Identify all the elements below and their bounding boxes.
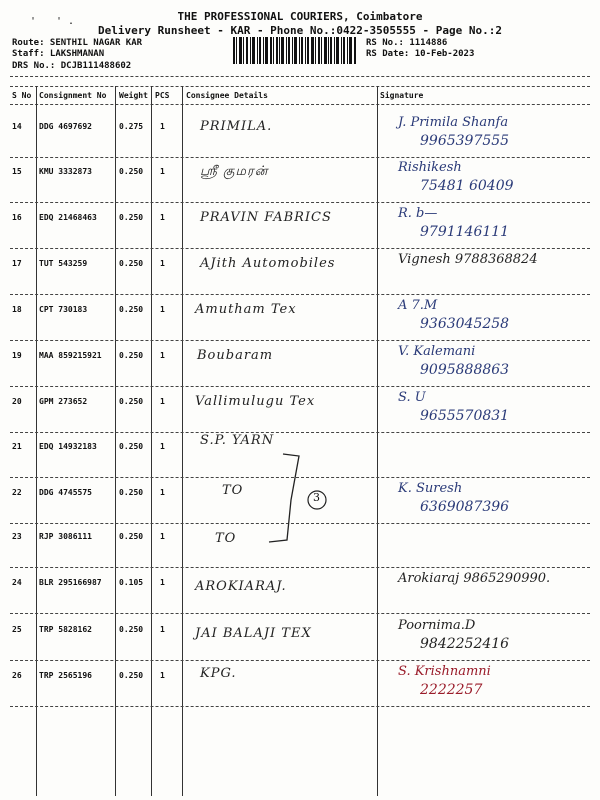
weight-value: 0.250 <box>119 259 144 268</box>
column-header-consignee: Consignee Details <box>186 91 268 100</box>
consignment-number: EDQ 14932183 <box>39 442 97 451</box>
pcs-value: 1 <box>160 488 165 497</box>
divider <box>10 104 590 105</box>
row-divider <box>10 432 590 433</box>
consignment-number: EDQ 21468463 <box>39 213 97 222</box>
consignment-number: TRP 5828162 <box>39 625 92 634</box>
consignee-name: AJith Automobiles <box>200 256 336 271</box>
row-divider <box>10 386 590 387</box>
row-sno: 19 <box>12 351 22 360</box>
pcs-value: 1 <box>160 122 165 131</box>
weight-value: 0.250 <box>119 488 144 497</box>
row-divider <box>10 294 590 295</box>
runsheet-title: THE PROFESSIONAL COURIERS, Coimbatore <box>177 10 423 23</box>
consignee-name: Amutham Tex <box>195 302 297 317</box>
consignment-number: CPT 730183 <box>39 305 88 314</box>
row-sno: 24 <box>12 578 22 587</box>
consignment-number: GPM 273652 <box>39 397 88 406</box>
pcs-value: 1 <box>160 578 165 587</box>
consignee-name: KPG. <box>200 666 237 681</box>
signature-phone: 9965397555 <box>420 133 510 149</box>
weight-value: 0.275 <box>119 122 144 131</box>
signature-name: R. b— <box>398 206 438 221</box>
weight-value: 0.250 <box>119 213 144 222</box>
consignment-number: KMU 3332873 <box>39 167 92 176</box>
rs-date: RS Date: 10-Feb-2023 <box>366 49 475 59</box>
row-sno: 15 <box>12 167 22 176</box>
divider <box>10 86 590 87</box>
divider <box>10 76 590 77</box>
consignment-number: TUT 543259 <box>39 259 88 268</box>
bracket-count: 3 <box>313 491 320 504</box>
column-divider <box>182 86 183 796</box>
consignee-name: Vallimulugu Tex <box>195 394 316 409</box>
signature-name: V. Kalemani <box>398 344 476 359</box>
pcs-value: 1 <box>160 671 165 680</box>
pcs-value: 1 <box>160 305 165 314</box>
weight-value: 0.105 <box>119 578 144 587</box>
consignee-name: TO <box>215 531 237 546</box>
pcs-value: 1 <box>160 397 165 406</box>
column-header-sno: S No <box>12 91 32 100</box>
signature-name: J. Primila Shanfa <box>398 115 509 130</box>
barcode-icon <box>233 37 356 64</box>
row-divider <box>10 202 590 203</box>
consignee-name: Boubaram <box>197 348 274 363</box>
weight-value: 0.250 <box>119 532 144 541</box>
row-sno: 22 <box>12 488 22 497</box>
column-divider <box>36 86 37 796</box>
stray-mark: ' . <box>56 16 75 27</box>
row-sno: 18 <box>12 305 22 314</box>
weight-value: 0.250 <box>119 397 144 406</box>
weight-value: 0.250 <box>119 442 144 451</box>
signature-phone: 9095888863 <box>420 362 510 378</box>
consignment-number: TRP 2565196 <box>39 671 92 680</box>
column-divider <box>151 86 152 796</box>
pcs-value: 1 <box>160 442 165 451</box>
consignment-number: DDG 4745575 <box>39 488 92 497</box>
column-divider <box>115 86 116 796</box>
consignee-name: JAI BALAJI TEX <box>195 626 312 641</box>
pcs-value: 1 <box>160 351 165 360</box>
row-divider <box>10 706 590 707</box>
signature-phone: 9655570831 <box>420 408 510 424</box>
row-sno: 21 <box>12 442 22 451</box>
signature-phone: 75481 60409 <box>420 178 514 194</box>
consignee-name: AROKIARAJ. <box>195 579 287 594</box>
consignee-name: ஸ்ரீ குமரன் <box>200 164 269 179</box>
stray-mark: ' <box>30 16 37 27</box>
pcs-value: 1 <box>160 532 165 541</box>
row-sno: 20 <box>12 397 22 406</box>
signature-name: Rishikesh <box>398 160 462 175</box>
signature-name: Arokiaraj 9865290990. <box>398 571 551 586</box>
signature-phone: 6369087396 <box>420 499 510 515</box>
signature-name: S. Krishnamni <box>398 664 491 679</box>
weight-value: 0.250 <box>119 351 144 360</box>
consignment-number: DDG 4697692 <box>39 122 92 131</box>
row-sno: 16 <box>12 213 22 222</box>
consignment-number: BLR 295166987 <box>39 578 102 587</box>
weight-value: 0.250 <box>119 305 144 314</box>
signature-name: S. U <box>398 390 426 405</box>
column-header-consignment: Consignment No <box>39 91 107 100</box>
drs-number: DRS No.: DCJB111488602 <box>12 61 132 71</box>
row-divider <box>10 157 590 158</box>
column-header-signature: Signature <box>380 91 424 100</box>
consignment-number: RJP 3086111 <box>39 532 92 541</box>
signature-name: K. Suresh <box>398 481 463 496</box>
column-header-pcs: PCS <box>155 91 170 100</box>
rs-number: RS No.: 1114886 <box>366 38 448 48</box>
row-sno: 23 <box>12 532 22 541</box>
row-sno: 25 <box>12 625 22 634</box>
row-divider <box>10 613 590 614</box>
consignment-number: MAA 859215921 <box>39 351 102 360</box>
route-label: Route: SENTHIL NAGAR KAR <box>12 38 143 48</box>
signature-phone: 9842252416 <box>420 636 510 652</box>
signature-phone: 9791146111 <box>420 224 510 240</box>
row-sno: 14 <box>12 122 22 131</box>
weight-value: 0.250 <box>119 167 144 176</box>
consignee-name: PRAVIN FABRICS <box>200 210 332 225</box>
runsheet-subtitle: Delivery Runsheet - KAR - Phone No.:0422-3505555 - Page No.:2 <box>98 24 502 37</box>
weight-value: 0.250 <box>119 625 144 634</box>
column-header-weight: Weight <box>119 91 148 100</box>
consignee-name: S.P. YARN <box>200 433 275 448</box>
row-divider <box>10 340 590 341</box>
bracket-mark <box>255 450 335 550</box>
row-sno: 17 <box>12 259 22 268</box>
staff-label: Staff: LAKSHMANAN <box>12 49 105 59</box>
consignee-name: PRIMILA. <box>200 119 273 134</box>
row-divider <box>10 660 590 661</box>
signature-name: Vignesh 9788368824 <box>398 252 538 267</box>
pcs-value: 1 <box>160 167 165 176</box>
weight-value: 0.250 <box>119 671 144 680</box>
row-divider <box>10 567 590 568</box>
signature-phone: 9363045258 <box>420 316 510 332</box>
pcs-value: 1 <box>160 259 165 268</box>
column-divider <box>377 86 378 796</box>
pcs-value: 1 <box>160 213 165 222</box>
row-sno: 26 <box>12 671 22 680</box>
consignee-name: TO <box>222 483 244 498</box>
signature-name: A 7.M <box>398 298 438 313</box>
signature-phone: 2222257 <box>420 682 483 698</box>
row-divider <box>10 248 590 249</box>
signature-name: Poornima.D <box>398 618 476 633</box>
pcs-value: 1 <box>160 625 165 634</box>
